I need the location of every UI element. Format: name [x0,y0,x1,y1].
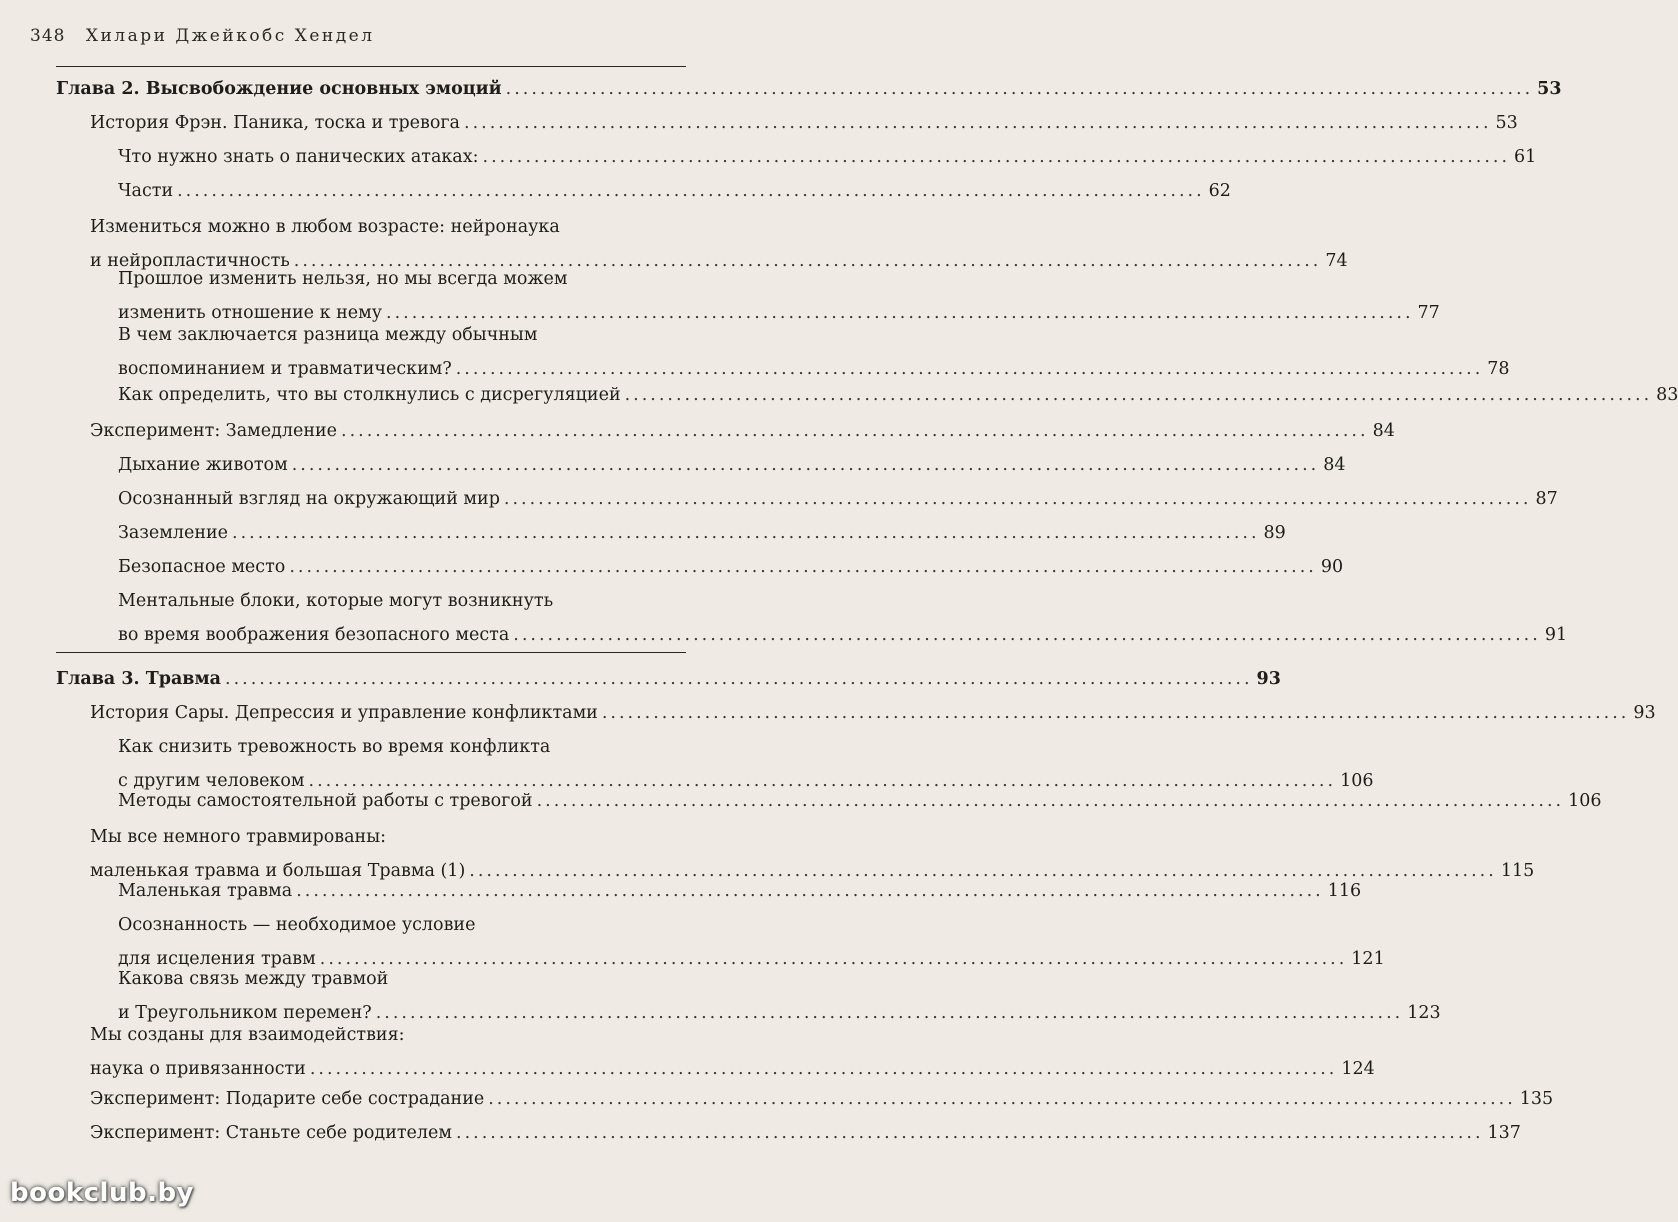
toc-entry [118,584,1568,652]
dot-leader: ........................................................................................................................ [505,79,1534,99]
toc-entry-title: маленькая травма и большая Травма (1) [90,861,466,881]
toc-page-number: 121 [1351,949,1385,969]
toc-entry-title-line: Какова связь между травмой [118,969,389,989]
toc-entry-title-line: Ментальные блоки, которые могут возникнуть [118,591,554,611]
toc-page-number: 137 [1487,1123,1521,1143]
toc-entry-title-line: Осознанность — необходимое условие [118,915,476,935]
toc-page-number: 61 [1514,147,1537,167]
toc-entry-title-line: Мы все немного травмированы: [90,827,387,847]
toc-entry [90,1116,1521,1150]
toc-page-number: 84 [1323,455,1346,475]
dot-leader: ........................................................................................................................ [309,1059,1338,1079]
dot-leader: ........................................................................................................................ [469,861,1497,881]
dot-leader: ........................................................................................................................ [624,385,1653,405]
toc-entry [118,174,1231,208]
toc-entry [90,1018,1375,1086]
dot-leader: ........................................................................................................................ [455,359,1484,379]
toc-entry [118,378,1678,412]
page-number: 348 [30,26,66,46]
dot-leader: ........................................................................................................................ [341,421,1369,441]
toc-entry-title: Заземление [118,523,229,543]
dot-leader: ........................................................................................................................ [536,791,1565,811]
toc-entry-title: и нейропластичность [90,251,290,271]
dot-leader: ........................................................................................................................ [289,557,1317,577]
toc-page-number: 91 [1544,625,1568,645]
toc-entry-title-line: В чем заключается разница между обычным [118,325,538,345]
dot-leader: ........................................................................................................................ [375,1003,1404,1023]
author-name: Хилари Джейкобс Хендел [85,26,375,46]
dot-leader: ........................................................................................................................ [319,949,1348,969]
toc-page-number: 93 [1633,703,1656,723]
dot-leader: ........................................................................................................................ [232,523,1260,543]
toc-entry-title: Глава 3. Травма [56,669,222,689]
dot-leader: ........................................................................................................................ [456,1123,1484,1143]
toc-page-number: 135 [1519,1089,1554,1109]
toc-entry-title: наука о привязанности [90,1059,306,1079]
toc-page-number: 123 [1407,1003,1441,1023]
toc-page-number: 115 [1500,861,1535,881]
toc-page-number: 77 [1417,303,1440,323]
watermark: bookclub.by [10,1178,195,1208]
toc-entry-title: Методы самостоятельной работы с тревогой [118,791,533,811]
toc-page-number: 78 [1487,359,1510,379]
dot-leader: ........................................................................................................................ [482,147,1511,167]
toc-entry-title: и Треугольником перемен? [118,1003,372,1023]
toc-entry-title: изменить отношение к нему [118,303,382,323]
toc-entry [90,696,1656,730]
toc-entry [118,874,1362,908]
toc-entry-title-line: Прошлое изменить нельзя, но мы всегда можем [118,269,568,289]
toc-page-number: 62 [1208,181,1231,201]
toc-entry [118,550,1344,584]
toc-page-number: 93 [1256,669,1281,689]
dot-leader: ........................................................................................................................ [291,455,1320,475]
toc-entry [118,482,1558,516]
toc-entry-title-line: Как снизить тревожность во время конфликта [118,737,551,757]
toc-entry-title: во время воображения безопасного места [118,625,510,645]
toc-page-number: 53 [1537,79,1562,99]
dot-leader: ........................................................................................................................ [177,181,1205,201]
dot-leader: ........................................................................................................................ [513,625,1541,645]
toc-entry [118,318,1510,386]
dot-leader: ........................................................................................................................ [225,669,1253,689]
toc-page-number: 83 [1656,385,1678,405]
toc-entry-title: Эксперимент: Подарите себе сострадание [90,1089,485,1109]
dot-leader: ........................................................................................................................ [308,771,1337,791]
toc-entry-title: Маленькая травма [118,881,293,901]
toc-entry-title: Дыхание животом [118,455,288,475]
dot-leader: ........................................................................................................................ [503,489,1532,509]
toc-page-number: 53 [1495,113,1518,133]
dot-leader: ........................................................................................................................ [464,113,1492,133]
toc-entry-title: Глава 2. Высвобождение основных эмоций [56,79,502,99]
dot-leader: ........................................................................................................................ [601,703,1630,723]
toc-entry-title: Как определить, что вы столкнулись с дисрегуляцией [118,385,621,405]
toc-entry-title: Эксперимент: Станьте себе родителем [90,1123,452,1143]
toc-entry [118,784,1602,818]
toc-entry [118,448,1346,482]
toc-entry-title: Осознанный взгляд на окружающий мир [118,489,500,509]
toc-page-number: 87 [1535,489,1558,509]
toc-chapter-entry [56,662,1281,696]
toc-entry [90,106,1518,140]
toc-entry-title: Безопасное место [118,557,286,577]
toc-page-number: 84 [1372,421,1395,441]
toc-entry [90,414,1395,448]
toc-page-number: 106 [1340,771,1374,791]
toc-entry-title: воспоминанием и травматическим? [118,359,452,379]
toc-entry-title-line: Мы созданы для взаимодействия: [90,1025,405,1045]
dot-leader: ........................................................................................................................ [296,881,1324,901]
toc-entry-title: Что нужно знать о панических атаках: [118,147,479,167]
toc-chapter-entry [56,72,1562,106]
dot-leader: ........................................................................................................................ [386,303,1414,323]
toc-page-number: 116 [1327,881,1362,901]
toc-entry-title: для исцеления травм [118,949,316,969]
toc-page-number: 74 [1325,251,1348,271]
toc-page-number: 89 [1263,523,1286,543]
dot-leader: ........................................................................................................................ [293,251,1322,271]
toc-page-number: 106 [1568,791,1602,811]
toc-entry-title: История Сары. Депрессия и управление конфликтами [90,703,598,723]
toc-entry-title-line: Измениться можно в любом возрасте: нейронаука [90,217,560,237]
toc-entry [118,516,1286,550]
toc-entry [118,140,1537,174]
dot-leader: ........................................................................................................................ [488,1089,1516,1109]
toc-entry-title: Части [118,181,174,201]
toc-page-number: 90 [1320,557,1344,577]
toc-entry-title: История Фрэн. Паника, тоска и тревога [90,113,460,133]
toc-entry [90,1082,1554,1116]
toc-entry-title: с другим человеком [118,771,305,791]
toc-page-number: 124 [1341,1059,1375,1079]
toc-entry-title: Эксперимент: Замедление [90,421,338,441]
